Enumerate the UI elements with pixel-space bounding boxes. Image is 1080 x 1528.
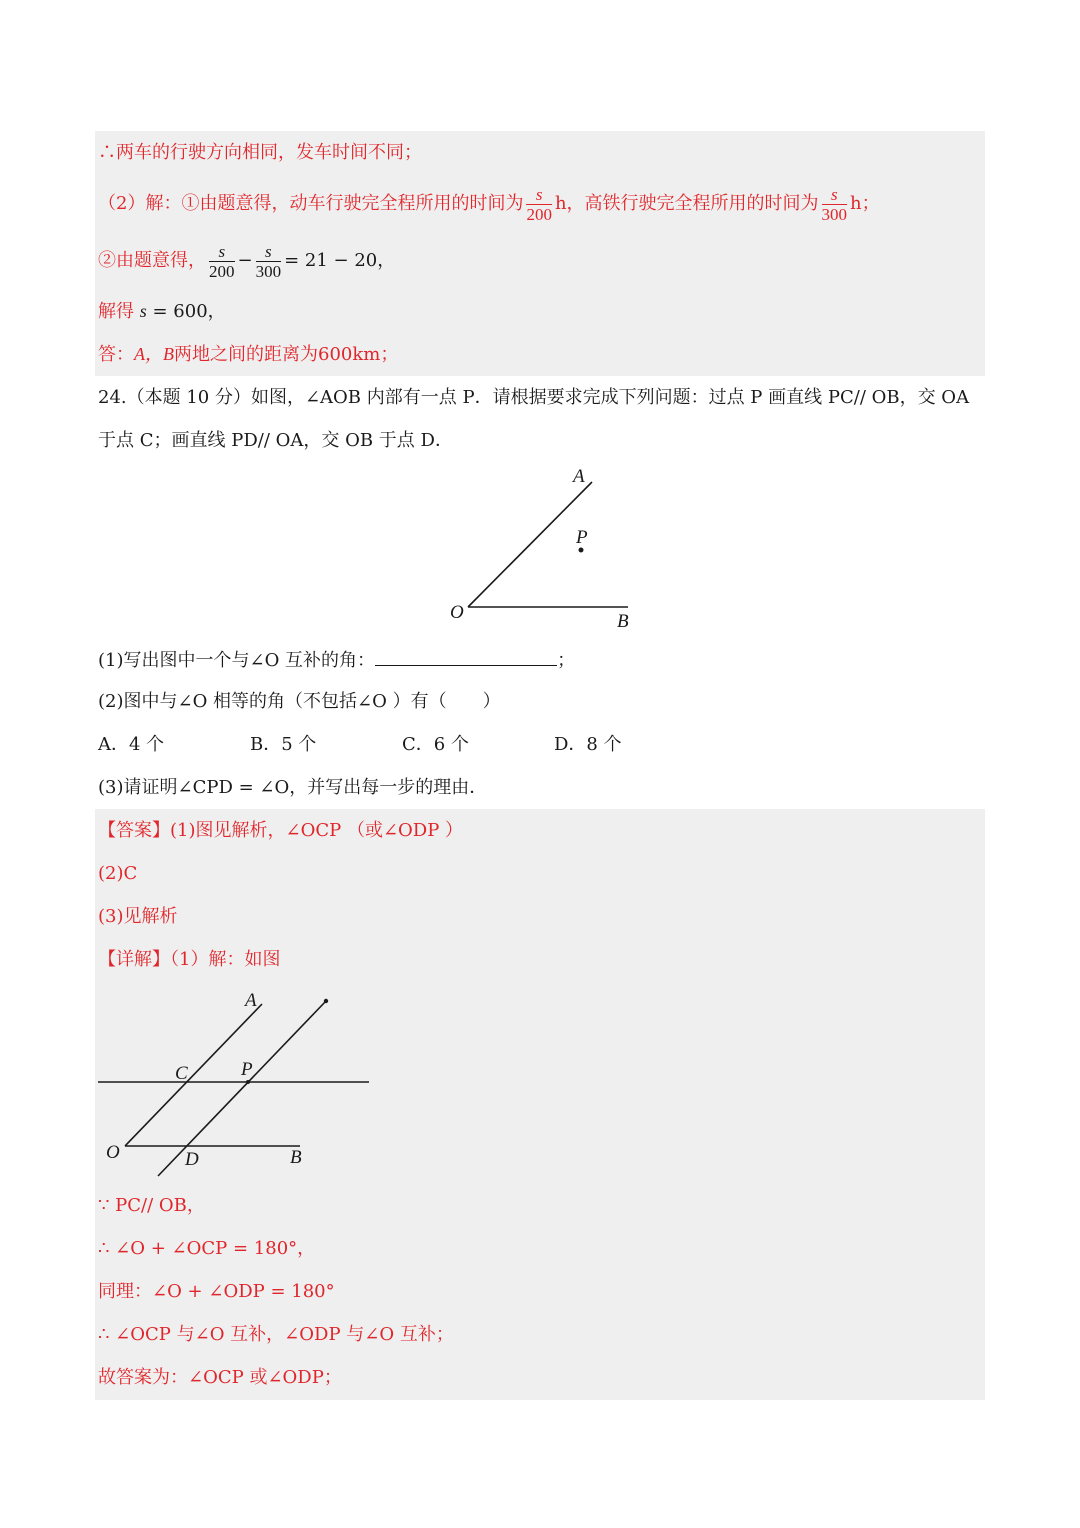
answer-line-2 (98, 862, 137, 886)
question-part-3 (98, 776, 487, 800)
text: 解得 (98, 301, 134, 322)
label-b: B (290, 1147, 302, 1168)
label-p: P (576, 527, 588, 548)
detail-line-1 (98, 948, 280, 972)
text: 故答案为：∠OCP 或∠ODP； (98, 1367, 342, 1388)
text: ②由题意得， (98, 250, 206, 271)
text: h； (850, 193, 880, 214)
question-stem-1 (98, 386, 969, 410)
fraction-s-200 (526, 185, 552, 224)
label-b: B (617, 611, 629, 632)
question-options (98, 733, 706, 757)
text: ∴两车的行驶方向相同，发车时间不同； (98, 142, 422, 163)
frac-num: s (822, 185, 848, 205)
text: ∵ PC// OB， (98, 1195, 205, 1216)
text: 于点 C；画直线 PD// OA，交 OB 于点 D． (98, 430, 453, 451)
option-b: B．5 个 (250, 734, 317, 755)
vars-ab: A，B (134, 344, 174, 364)
text: (2)C (98, 863, 138, 884)
fraction-s-300 (822, 185, 848, 224)
text: 答： (98, 344, 134, 365)
text: （2）解：①由题意得，动车行驶完全程所用的时间为 (98, 193, 524, 214)
detail-step-5 (98, 1366, 342, 1390)
option-c: C．6 个 (402, 734, 469, 755)
text: （1）解：如图 (170, 949, 281, 970)
ray-oa (468, 482, 592, 607)
option-a: A．4 个 (98, 734, 165, 755)
answer-label: 【答案】 (98, 820, 170, 841)
text: (3)请证明∠CPD = ∠O，并写出每一步的理由． (98, 777, 488, 798)
label-p: P (241, 1059, 253, 1080)
label-o: O (106, 1142, 120, 1163)
detail-label: 【详解】 (98, 949, 170, 970)
label-a: A (245, 990, 257, 1011)
solution-line-3 (98, 241, 395, 281)
text: (2)图中与∠O 相等的角（不包括∠O ）有（ ） (98, 691, 501, 712)
text: h，高铁行驶完全程所用的时间为 (554, 193, 819, 214)
label-a: A (573, 466, 585, 487)
frac-den: 200 (209, 261, 235, 281)
detail-step-1 (98, 1194, 205, 1218)
label-d: D (185, 1149, 199, 1170)
solution-line-4 (98, 299, 226, 324)
detail-step-2 (98, 1237, 315, 1261)
frac-den: 200 (526, 204, 552, 224)
option-d: D．8 个 (554, 734, 622, 755)
point-p (579, 548, 584, 553)
point-p (246, 1080, 250, 1084)
text: (3)见解析 (98, 906, 178, 927)
figure-construction (95, 985, 385, 1185)
text: 同理：∠O + ∠ODP = 180° (98, 1281, 335, 1302)
text: ∴ ∠OCP 与∠O 互补，∠ODP 与∠O 互补； (98, 1324, 454, 1345)
minus-sign: − (237, 250, 253, 271)
solution-line-5 (98, 342, 398, 367)
text: (1)写出图中一个与∠O 互补的角： (98, 650, 376, 671)
detail-step-3 (98, 1280, 335, 1304)
equation: = 600， (152, 301, 226, 322)
frac-den: 300 (255, 261, 282, 281)
solution-line-2 (98, 184, 880, 224)
answer-line-3 (98, 905, 178, 929)
text: (1)图见解析，∠OCP （或∠ODP ） (170, 820, 464, 841)
text: 两地之间的距离为600km； (174, 344, 399, 365)
frac-num: s (526, 185, 552, 205)
answer-blank[interactable] (375, 647, 557, 666)
equation-rhs: = 21 − 20， (284, 250, 396, 271)
fraction-s-200 (209, 242, 235, 281)
frac-num: s (209, 242, 235, 262)
solution-line-1 (98, 141, 422, 165)
question-stem-2 (98, 429, 453, 453)
frac-num: s (256, 242, 282, 262)
detail-step-4 (98, 1323, 454, 1347)
text: ； (557, 650, 576, 671)
fraction-s-300 (256, 242, 282, 281)
text: ∴ ∠O + ∠OCP = 180°， (98, 1238, 316, 1259)
figure-angle-aob (440, 460, 660, 635)
question-part-2 (98, 690, 501, 714)
text: 24.（本题 10 分）如图，∠AOB 内部有一点 P．请根据要求完成下列问题：过点 P 画直线 PC// OB，交 OA (98, 387, 970, 408)
label-c: C (175, 1063, 188, 1084)
question-part-1 (98, 647, 575, 673)
answer-line-1 (98, 819, 463, 843)
frac-den: 300 (821, 204, 848, 224)
var-s: s (139, 301, 147, 321)
endpoint-dot (324, 999, 328, 1003)
label-o: O (450, 602, 464, 623)
